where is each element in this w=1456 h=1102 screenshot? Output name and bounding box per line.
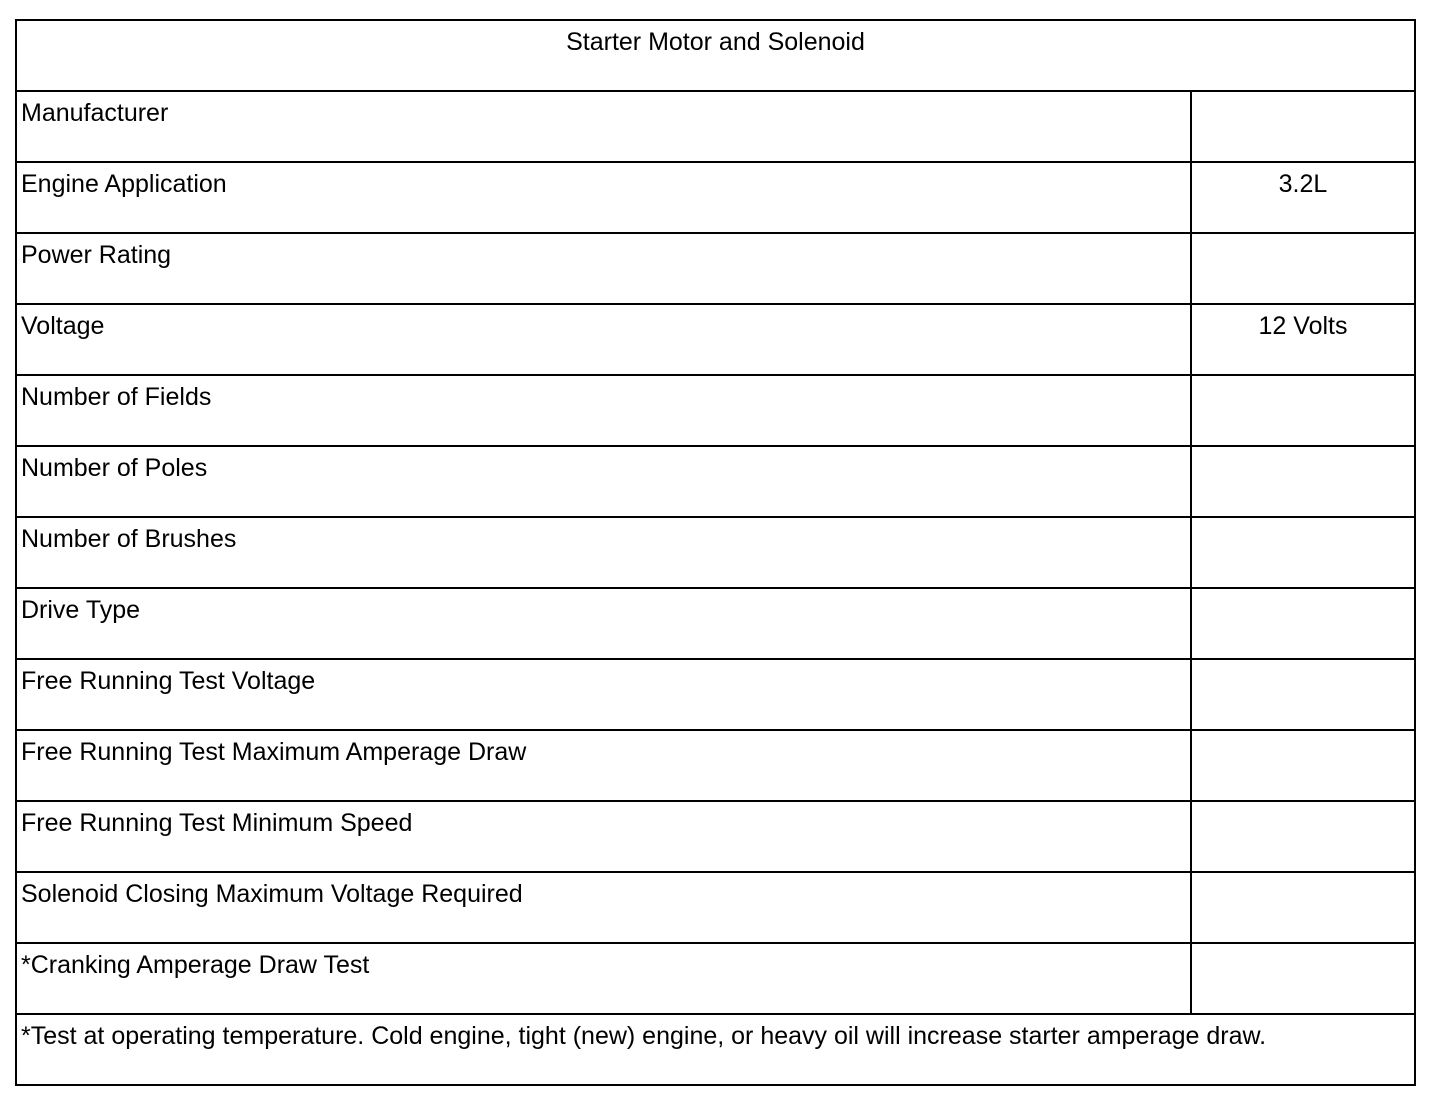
row-label: Free Running Test Maximum Amperage Draw [16,730,1191,801]
table-row [16,233,1415,304]
row-label: Engine Application [16,162,1191,233]
row-value [1191,943,1415,1014]
table-title: Starter Motor and Solenoid [16,20,1415,91]
row-label: Number of Poles [16,446,1191,517]
row-value [1191,233,1415,304]
table-title-row [16,20,1415,91]
row-label: Free Running Test Minimum Speed [16,801,1191,872]
table-row [16,588,1415,659]
row-label: *Cranking Amperage Draw Test [16,943,1191,1014]
table-footnote: *Test at operating temperature. Cold engine, tight (new) engine, or heavy oil will increase starter amperage draw. [16,1014,1415,1085]
row-value: 12 Volts [1191,304,1415,375]
row-value [1191,375,1415,446]
row-label: Number of Brushes [16,517,1191,588]
row-value [1191,801,1415,872]
row-value [1191,659,1415,730]
table-row [16,517,1415,588]
table-row [16,872,1415,943]
row-label: Drive Type [16,588,1191,659]
table-row [16,659,1415,730]
footnote-row [16,1014,1415,1085]
row-label: Manufacturer [16,91,1191,162]
row-label: Number of Fields [16,375,1191,446]
row-value: 3.2L [1191,162,1415,233]
row-label: Power Rating [16,233,1191,304]
table-row [16,162,1415,233]
row-value [1191,517,1415,588]
table-row [16,446,1415,517]
row-label: Voltage [16,304,1191,375]
row-label: Solenoid Closing Maximum Voltage Required [16,872,1191,943]
row-value [1191,91,1415,162]
row-value [1191,872,1415,943]
row-value [1191,446,1415,517]
table-row [16,730,1415,801]
table-row [16,375,1415,446]
starter-specs-table [15,19,1416,1086]
row-value [1191,588,1415,659]
table-row [16,943,1415,1014]
row-label: Free Running Test Voltage [16,659,1191,730]
table-row [16,304,1415,375]
table-row [16,91,1415,162]
table-row [16,801,1415,872]
row-value [1191,730,1415,801]
